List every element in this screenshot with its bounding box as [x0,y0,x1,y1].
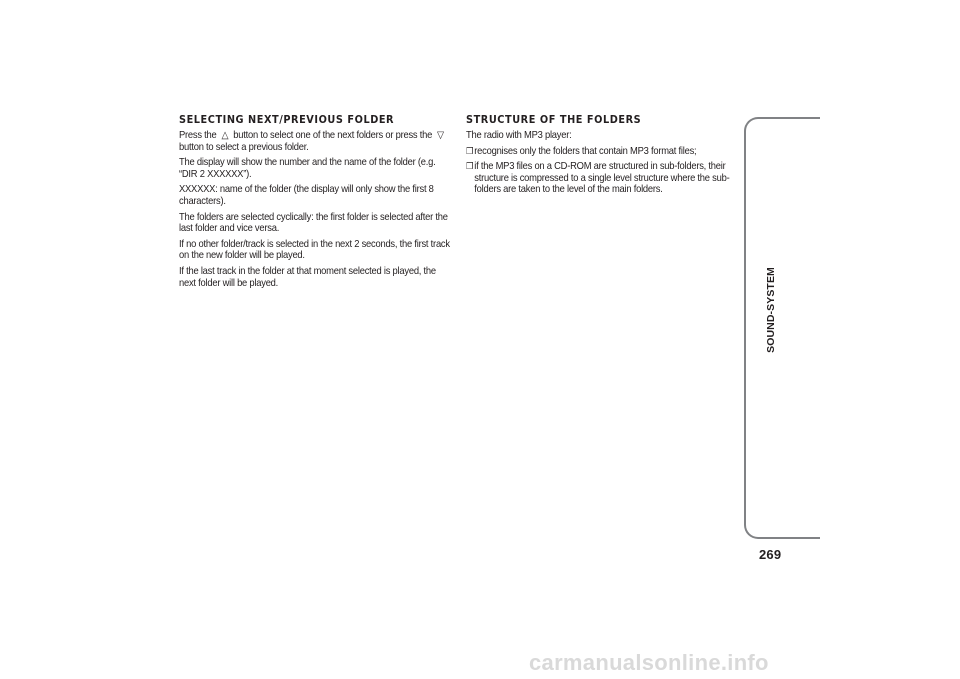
section-heading-structure-folders: STRUCTURE OF THE FOLDERS [466,114,642,126]
list-item [466,161,733,196]
paragraph-press-buttons [179,130,451,153]
up-triangle-icon: △ [221,130,229,141]
left-column [179,114,451,293]
paragraph-next-folder: If the last track in the folder at that moment selected is played, the next folder will be played. [179,265,436,289]
list-item-text: recognises only the folders that contain MP3 format files; [474,145,697,157]
checkbox-bullet-icon: ❒ [466,145,474,156]
section-heading-next-previous-folder: SELECTING NEXT/PREVIOUS FOLDER [179,114,395,126]
paragraph-folder-name: XXXXXX: name of the folder (the display will only show the first 8 characters). [179,184,434,207]
side-tab-label-text: SOUND-SYSTEM [765,267,777,353]
side-tab-label [764,255,778,365]
page-number: 269 [759,547,782,562]
text-previous-folder: button to select a previous folder. [179,141,309,153]
text-next-folders: button to select one of the next folders or press the [233,130,433,141]
side-tab-frame [744,117,820,539]
paragraph-cyclic-selection: The folders are selected cyclically: the first folder is selected after the last folder and vice versa. [179,211,448,235]
paragraph-first-track: If no other folder/track is selected in the next 2 seconds, the first track on the new folder will be played. [179,238,450,262]
checkbox-bullet-icon: ❒ [466,161,474,172]
watermark: carmanualsonline.info [529,650,769,675]
list-item-text: if the MP3 files on a CD-ROM are structured in sub-folders, their structure is compressed to a single level structure where the sub-folders are taken to the level of the main folders. [474,161,730,196]
text-press-the: Press the [179,130,217,141]
down-triangle-icon: ▽ [437,130,444,141]
paragraph-display-number: The display will show the number and the name of the folder (e.g. “DIR 2 XXXXXX”). [179,157,436,180]
right-column [466,114,733,200]
paragraph-radio-intro: The radio with MP3 player: [466,130,572,141]
list-item [466,146,733,158]
